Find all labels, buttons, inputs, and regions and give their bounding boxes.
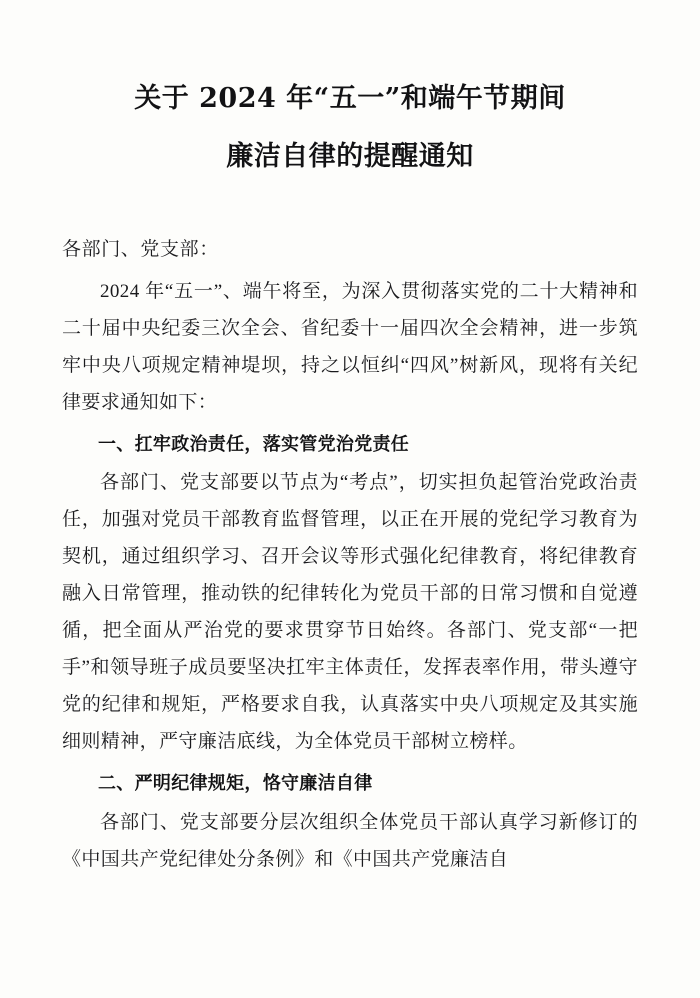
section-heading-1: 一、扛牢政治责任，落实管党治党责任 <box>98 434 410 456</box>
section-heading-2: 二、严明纪律规矩，恪守廉洁自律 <box>98 773 373 795</box>
page-title-line-2: 廉洁自律的提醒通知 <box>226 140 474 172</box>
document-body <box>62 232 638 878</box>
page-title-line-1: 关于 2024 年“五一”和端午节期间 <box>134 83 566 114</box>
paragraph-intro: 2024 年“五一”、端午将至，为深入贯彻落实党的二十大精神和二十届中央纪委三次全会、省纪委十一届四次全会精神，进一步筑牢中央八项规定精神堤坝，持之以恒纠“四风”树新风，现将有关纪律要求通知如下： <box>62 280 638 413</box>
paragraph-section-1: 各部门、党支部要以节点为“考点”，切实担负起管治党政治责任，加强对党员干部教育监督管理，以正在开展的党纪学习教育为契机，通过组织学习、召开会议等形式强化纪律教育，将纪律教育融入日常管理，推动铁的纪律转化为党员干部的日常习惯和自觉遵循，把全面从严治党的要求贯穿节日始终。各部门、党支部“一把手”和领导班子成员要坚决扛牢主体责任，发挥表率作用，带头遵守党的纪律和规矩，严格要求自我，认真落实中央八项规定及其实施细则精神，严守廉洁底线，为全体党员干部树立榜样。 <box>62 472 638 753</box>
salutation: 各部门、党支部： <box>62 238 219 260</box>
page-title <box>62 78 638 178</box>
paragraph-section-2: 各部门、党支部要分层次组织全体党员干部认真学习新修订的《中国共产党纪律处分条例》和《中国共产党廉洁自 <box>62 811 638 870</box>
